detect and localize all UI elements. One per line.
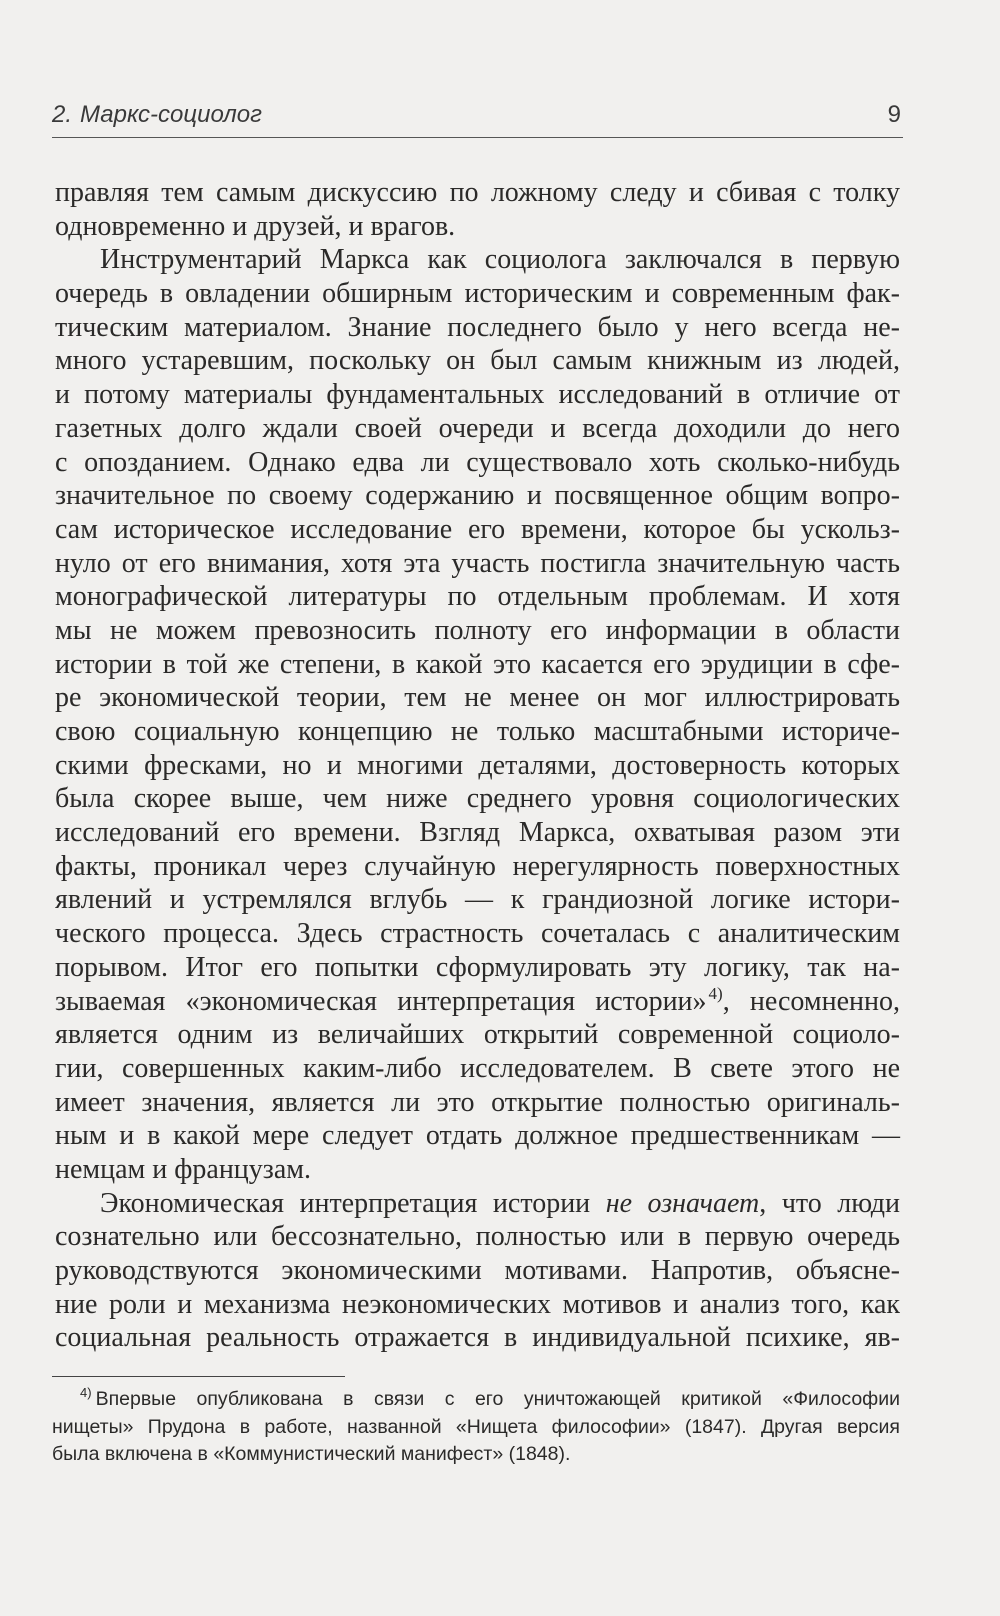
- text-line: исследований его времени. Взгляд Маркса, охватывая разом эти: [55, 817, 900, 849]
- text-line: факты, проникал через случайную нерегулярность поверхностных: [55, 850, 900, 882]
- text-line: ние роли и механизма неэкономических мотивов и анализ того, как: [55, 1288, 900, 1320]
- emphasis: не означает: [605, 1187, 760, 1219]
- footnote-reference: 4): [708, 983, 723, 1003]
- text-line: с опозданием. Однако едва ли существовало хоть сколько-нибудь: [55, 446, 900, 478]
- text-line: свою социальную концепцию не только масштабными историче-: [55, 716, 900, 747]
- text-line: одновременно и друзей, и врагов.: [55, 210, 456, 242]
- text-line: Инструментарий Маркса как социолога заключался в первую: [100, 244, 900, 276]
- text-line: значительное по своему содержанию и посвященное общим вопро-: [55, 480, 900, 512]
- text-line: монографической литературы по отдельным проблемам. И хотя: [55, 581, 900, 613]
- footnote-marker: 4): [80, 1385, 92, 1400]
- text-segment: , несомненно,: [722, 985, 900, 1017]
- footnote-line: [52, 1386, 900, 1414]
- text-line: мы не можем превозносить полноту его информации в области: [55, 614, 900, 646]
- paragraph: [55, 243, 900, 1186]
- text-line: ческого процесса. Здесь страстность сочеталась с аналитическим: [55, 918, 900, 950]
- chapter-title: Маркс-социолог: [80, 101, 262, 128]
- footnote: [52, 1386, 900, 1469]
- running-header: [52, 100, 903, 130]
- text-line: явлений и устремлялся вглубь — к грандиозной логике истори-: [55, 884, 900, 916]
- text-line: очередь в овладении обширным историческим и современным фак-: [55, 278, 900, 310]
- text-line: [55, 1187, 900, 1221]
- text-line: порывом. Итог его попытки сформулировать эту логику, так на-: [55, 951, 900, 983]
- page-number: 9: [887, 101, 901, 128]
- text-line: ным и в какой мере следует отдать должное предшественникам —: [55, 1120, 900, 1152]
- text-line: социальная реальность отражается в индивидуальной психике, яв-: [55, 1322, 900, 1354]
- text-line: много устаревшим, поскольку он был самым книжным из людей,: [55, 345, 900, 377]
- text-line: является одним из величайших открытий современной социоло-: [55, 1019, 900, 1051]
- text-line: была скорее выше, чем ниже среднего уровня социологических: [55, 783, 900, 815]
- text-line: гии, совершенных каким-либо исследователем. В свете этого не: [55, 1052, 900, 1084]
- text-line: скими фресками, но и многими деталями, достоверность которых: [55, 749, 900, 781]
- text-line: истории в той же степени, в какой это касается его эрудиции в сфе-: [55, 648, 900, 680]
- footnote-line: была включена в «Коммунистический манифест» (1848).: [52, 1443, 571, 1465]
- text-line: тическим материалом. Знание последнего было у него всегда не-: [55, 311, 900, 343]
- text-line: правляя тем самым дискуссию по ложному следу и сбивая с толку: [55, 177, 900, 208]
- paragraph: [55, 176, 900, 243]
- text-line: имеет значения, является ли это открытие полностью оригиналь-: [55, 1086, 900, 1118]
- text-line: [55, 985, 900, 1019]
- paragraph: [55, 1187, 900, 1355]
- text-segment: Впервые опубликована в связи с его уничтожающей критикой «Философии: [95, 1388, 900, 1410]
- text-line: сознательно или бессознательно, полностью или в первую очередь: [55, 1221, 900, 1253]
- text-line: газетных долго ждали своей очереди и всегда доходили до него: [55, 412, 900, 444]
- text-segment: Экономическая интерпретация истории: [100, 1187, 606, 1219]
- footnote-line: нищеты» Прудона в работе, названной «Нищета философии» (1847). Другая версия: [52, 1415, 900, 1438]
- chapter-number: 2.: [52, 101, 73, 128]
- header-rule: [52, 137, 903, 138]
- text-line: руководствуются экономическими мотивами. Напротив, объясне-: [55, 1255, 900, 1286]
- text-line: ре экономической теории, тем не менее он мог иллюстрировать: [55, 682, 900, 714]
- text-line: нуло от его внимания, хотя эта участь постигла значительную часть: [55, 547, 900, 579]
- body-text: [55, 176, 900, 1355]
- text-line: сам историческое исследование его времени, которое бы ускольз-: [55, 513, 900, 545]
- text-segment: , что люди: [759, 1187, 901, 1219]
- text-segment: зываемая «экономическая интерпретация истории»: [55, 985, 707, 1017]
- footnote-separator: [52, 1376, 345, 1377]
- text-line: и потому материалы фундаментальных исследований в отличие от: [55, 379, 900, 411]
- text-line: немцам и французам.: [55, 1153, 311, 1185]
